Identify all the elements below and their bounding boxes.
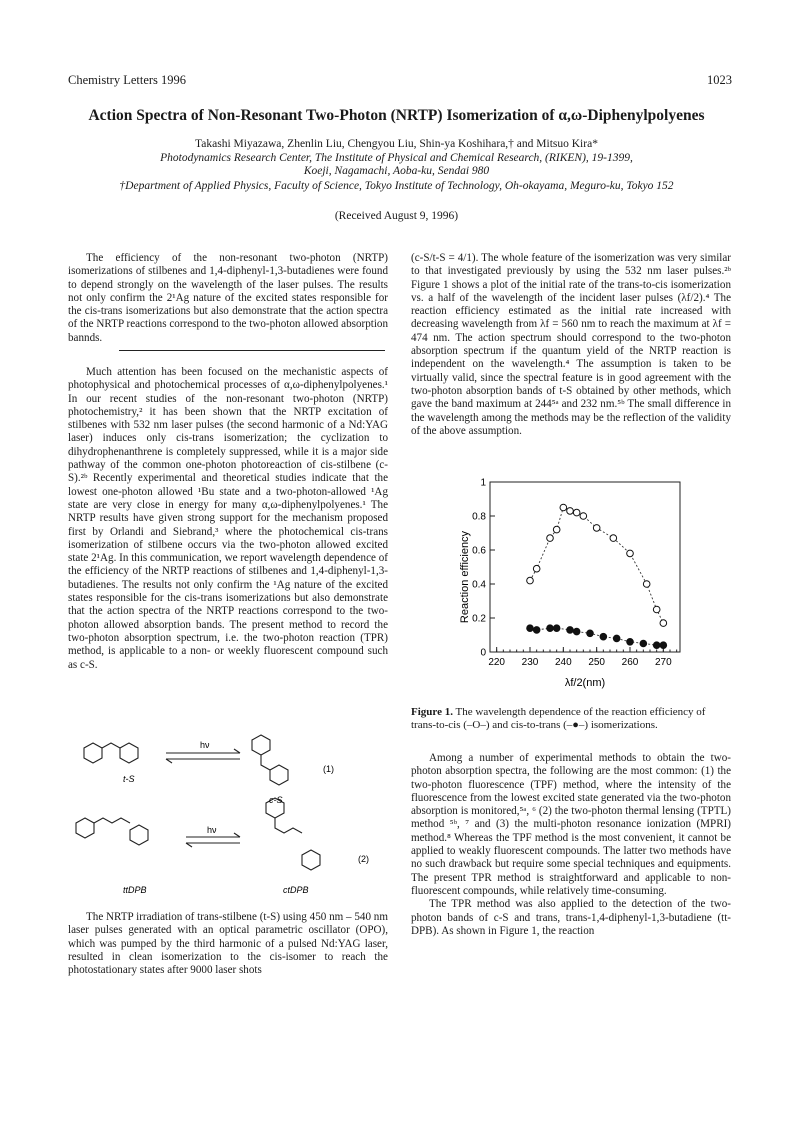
affiliation-line-1: Photodynamics Research Center, The Institute of Physical and Chemical Research, (RIKEN), 19-1399, [160,152,633,164]
reaction-scheme [68,733,388,905]
label-cs: c-S [269,795,283,805]
intro-paragraph [68,366,388,672]
label-ttdpb: ttDPB [123,885,147,895]
results-text: (c-S/t-S = 4/1). The whole feature of the isomerization was very similar to that investigated previously by using the 532 nm laser pulses.²ᵇ Figure 1 shows a plot of the initial rate of the trans-to-cis isomerization vs. a half of the wavelength of the incident laser pulses (λf/2).⁴ The reaction efficiency estimated as the initial rate increased with decreasing wavelength from λf = 560 nm to reach the maximum at λf = 474 nm. The action spectrum should correspond to the two-photon absorption spectrum if the quantum yield of the NRTP reaction is independent on the wavelength.⁴ The assumption is taken to be virtually valid, since the spectral feature is in good agreement with the two-photon absorption bands of t-S obtained by other methods, which gave the band maximum at 244⁵ᵃ and 232 nm.⁵ᵇ The small difference in the wavelength among the methods may be the reflection of the validity of the above assumption. [411,252,731,437]
open-point-10 [627,550,634,557]
received-date: (Received August 9, 1996) [334,210,459,222]
y-tick-label-4: 0.8 [472,511,486,523]
x-tick-label-4: 260 [621,657,639,668]
filled-point-2 [547,625,554,632]
chart-ticks [472,478,677,669]
open-point-3 [553,526,560,533]
chart-points [527,504,667,648]
methods-paragraphs [411,752,731,938]
results-paragraph [411,252,731,438]
filled-point-9 [627,639,634,646]
open-point-4 [560,504,567,511]
vinyl-ts [102,743,120,748]
figure-label: Figure 1. [411,706,453,718]
authors: Takashi Miyazawa, Zhenlin Liu, Chengyou Liu, Shin-ya Koshihara,† and Mitsuo Kira* [195,138,598,150]
page-number: 1023 [707,73,732,87]
paper-title: Action Spectra of Non-Resonant Two-Photon (NRTP) Isomerization of α,ω-Diphenylpolyenes [88,107,705,124]
filled-point-6 [587,630,594,637]
open-point-6 [573,509,580,516]
figure-caption-text: The wavelength dependence of the reaction efficiency of trans-to-cis (–O–) and cis-to-trans (–●–) isomerizations. [411,706,706,731]
filled-point-4 [567,627,574,634]
x-tick-label-2: 240 [554,657,572,668]
x-tick-label-1: 230 [521,657,539,668]
x-tick-label-3: 250 [588,657,606,668]
filled-point-12 [660,642,667,649]
x-tick-label-0: 220 [488,657,506,668]
abstract-divider [119,350,385,351]
equation-number-1: (1) [323,764,334,774]
hv-label-2: hν [207,825,217,835]
vinyl-cs [261,755,270,770]
open-point-2 [547,535,554,542]
figure-caption [411,706,731,732]
open-point-1 [533,565,540,572]
affiliation-line-2: Koeji, Nagamachi, Aoba-ku, Sendai 980 [303,165,490,177]
open-point-8 [593,525,600,532]
plot-frame [490,482,680,652]
open-point-0 [527,577,534,584]
label-ctdpb: ctDPB [283,885,309,895]
open-point-12 [653,606,660,613]
body-paragraph-left [68,911,388,977]
ring-ts-1 [84,743,102,763]
ring-ts-2 [120,743,138,763]
y-tick-label-0: 0 [480,647,486,659]
y-axis-label: Reaction efficiency [459,530,471,624]
figure-1-chart [420,472,690,702]
filled-point-10 [640,640,647,647]
chart-axes [490,482,680,652]
intro-text: Much attention has been focused on the mechanistic aspects of photophysical and photochemical processes of α,ω-diphenylpolyenes.¹ In our recent studies of the non-resonant two-photon (NRTP) photochemistry,² it has been shown that the NRTP excitation of stilbenes with 532 nm laser pulses (the second harmonic of a Nd:YAG laser) induces only cis-trans isomerization; the cyclization to dihydrophenanthrene is completely suppressed, while it is a major side pathway of the common one-photon photoreaction of cis-stilbene (c-S).²ᵇ Recently experimental and theoretical studies indicate that the lowest one-photon allowed ¹Bu state and a two-photon-allowed ¹Ag state are very close in energy for many α,ω-diphenylpolyenes.¹ The NRTP results have given strong support for the mechanism proposed first by Orlandi and Siebrand,³ where the photochemical cis-trans isomerization of stilbene occurs via the two-photon allowed excited state 2¹Ag. In this communication, we report wavelength dependence of the efficiency of the NRTP reactions of stilbenes and 1,4-diphenyl-1,3-butadienes. The results not only confirm the ¹Ag nature of the excited states responsible for the cis-trans isomerizations but also demonstrate that the action spectra of the NRTP reactions correspond to the two-photon allowed absorption bands. The present method to record the two-photon absorption spectrum, i.e. the two-photon reaction (TPR) method, is applicable to a non- or weekly fluorescent compound such as c-S. [68,366,388,671]
ring-ttdpb-1 [76,818,94,838]
filled-point-11 [653,642,660,649]
open-point-9 [610,535,617,542]
diene-ctdpb [275,818,302,833]
filled-point-8 [613,635,620,642]
filled-point-3 [553,625,560,632]
label-ts: t-S [123,774,135,784]
filled-point-7 [600,633,607,640]
ring-cs-2 [270,765,288,785]
open-point-11 [643,581,650,588]
ring-ctdpb-2 [302,850,320,870]
diene-ttdpb [94,818,130,823]
y-tick-label-5: 1 [480,477,486,489]
methods-text-1: Among a number of experimental methods to obtain the two-photon absorption spectra, the following are the most common: (1) the two-photon fluorescence (TPF) method, where the intensity of the fluorescence from the lowest excited state generated via the two-photon absorption is monitored,⁵ᵃ, ⁶ (2) the two-photon thermal lensing (TPTL) method ⁵ᵇ, ⁷ and (3) the multi-photon resonance ionization (MPRI) method.⁸ Whereas the TPF method is the most convenient, it cannot be applied to weakly fluorescent compounds. The latter two methods have no such drawback but require some special techniques and equipments. The present TPR method is straightforward and applicable to non-fluorescent compounds, while relatively time-consuming. [411,752,731,897]
filled-point-1 [533,627,540,634]
filled-point-0 [527,625,534,632]
ring-ttdpb-2 [130,825,148,845]
y-tick-label-3: 0.6 [472,545,486,557]
abstract [68,252,388,345]
open-point-5 [567,508,574,515]
ring-cs-1 [252,735,270,755]
methods-text-2: The TPR method was also applied to the detection of the two-photon bands of c-S and trans, trans-1,4-diphenyl-1,3-butadiene (tt-DPB). As shown in Figure 1, the reaction [411,898,731,937]
body-left-text: The NRTP irradiation of trans-stilbene (t-S) using 450 nm – 540 nm laser pulses generated with an optical parametric oscillator (OPO), which was pumped by the third harmonic of a pulsed Nd:YAG laser, resulted in clean isomerization to the cis-isomer to reach the photostationary states after 9000 laser shots [68,911,388,977]
y-tick-label-1: 0.2 [472,613,486,625]
equation-number-2: (2) [358,854,369,864]
affiliation-line-3: †Department of Applied Physics, Faculty of Science, Tokyo Institute of Technology, Oh-okayama, Meguro-ku, Tokyo 152 [119,180,674,192]
x-axis-label: λf/2(nm) [564,677,606,689]
journal-name: Chemistry Letters 1996 [68,73,187,87]
open-point-13 [660,620,667,627]
filled-point-5 [573,628,580,635]
hv-label-1: hν [200,740,210,750]
y-tick-label-2: 0.4 [472,579,486,591]
x-tick-label-5: 270 [654,657,672,668]
open-point-7 [580,513,587,520]
abstract-text: The efficiency of the non-resonant two-photon (NRTP) isomerizations of stilbenes and 1,4-diphenyl-1,3-butadienes were found to depend strongly on the wavelength of the laser pulses. The results not only confirm the 2¹Ag nature of the excited states responsible for the cis-trans isomerizations but also demonstrate that the action spectra of the NRTP reactions correspond to the two-photon allowed absorption bannds. [68,252,388,344]
